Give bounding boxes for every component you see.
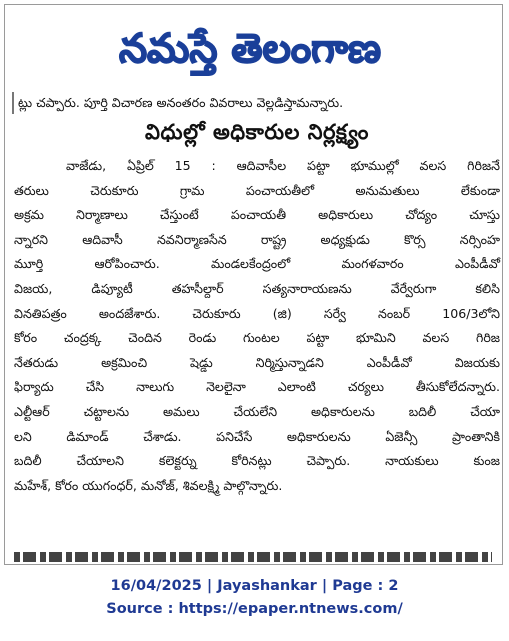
body-line: విజయ, డిప్యూటీ తహసీల్దార్ సత్యనారాయణను వేర్వేరుగా కలిసి: [14, 280, 500, 296]
cropped-next-headline: [14, 552, 492, 562]
body-line: బదిలీ చేయాలని కలెక్టర్ను కోరినట్లు చెప్పారు. నాయకులు కుంజ: [14, 453, 500, 469]
previous-article-tail: ట్లు చప్పారు. పూర్తి విచారణ అనంతరం వివరాలు వెల్లడిస్తామన్నారు.: [12, 92, 500, 114]
clipping-date-edition: 16/04/2025 | Jayashankar | Page : 2: [110, 578, 399, 594]
body-line: న్నారని ఆదివాసీ నవనిర్మాణసేన రాష్ట్ర అధ్యక్షుడు కొర్స నర్సింహ: [14, 231, 500, 247]
article-body: [14, 154, 500, 498]
article: [14, 92, 500, 498]
body-line: కోరం చంద్రక్క చెందిన రెండు గుంటల పట్టా భూమిని వలస గిరిజ: [14, 330, 500, 346]
clipping-source: Source : https://epaper.ntnews.com/: [106, 601, 403, 617]
body-line: తరులు చెరుకూరు గ్రామ పంచాయతీలో అనుమతులు లేకుండా: [14, 182, 500, 198]
newspaper-logo: [60, 14, 440, 76]
body-line: వాజేడు, ఏప్రిల్ 15 : ఆదివాసీల పట్టా భూముల్లో వలస గిరిజనే: [66, 158, 500, 173]
body-line: లని డిమాండ్ చేశాడు. పనిచేసే అధికారులను ఏజెన్సీ ప్రాంతానికి: [14, 428, 500, 444]
body-line: మూర్తి ఆరోపించారు. మండలకేంద్రంలో మంగళవారం ఎంపీడీవో: [14, 256, 500, 272]
article-headline: విధుల్లో అధికారుల నిర్లక్ష్యం: [145, 120, 369, 144]
body-line: ఎల్టీఆర్ చట్టాలను అమలు చేయలేని అధికారులను బదిలీ చేయా: [14, 403, 500, 419]
body-line: నేతరుడు అక్రమించి షెడ్డు నిర్మిస్తున్నాడని ఎంపీడీవో విజయకు: [14, 354, 500, 370]
body-line: ఫిర్యాదు చేసి నాలుగు నెలలైనా ఎలాంటి చర్యలు తీసుకోలేదన్నారు.: [14, 379, 500, 395]
masthead-title: నమస్తే తెలంగాణ: [118, 26, 382, 72]
body-line: అక్రమ నిర్మాణాలు చేస్తుంటే పంచాయతీ అధికారులు చోద్యం చూస్తు: [14, 207, 500, 223]
body-line: వినతిపత్రం అందజేశారు. చెరుకూరు (జి) సర్వే నంబర్ 106/3లోని: [14, 305, 500, 321]
masthead-logo-graphic: [60, 14, 440, 76]
body-line: మహేశ్, కోరం యుగంధర్, మనోజ్, శివలక్ష్మి పాల్గొన్నారు.: [14, 477, 283, 493]
